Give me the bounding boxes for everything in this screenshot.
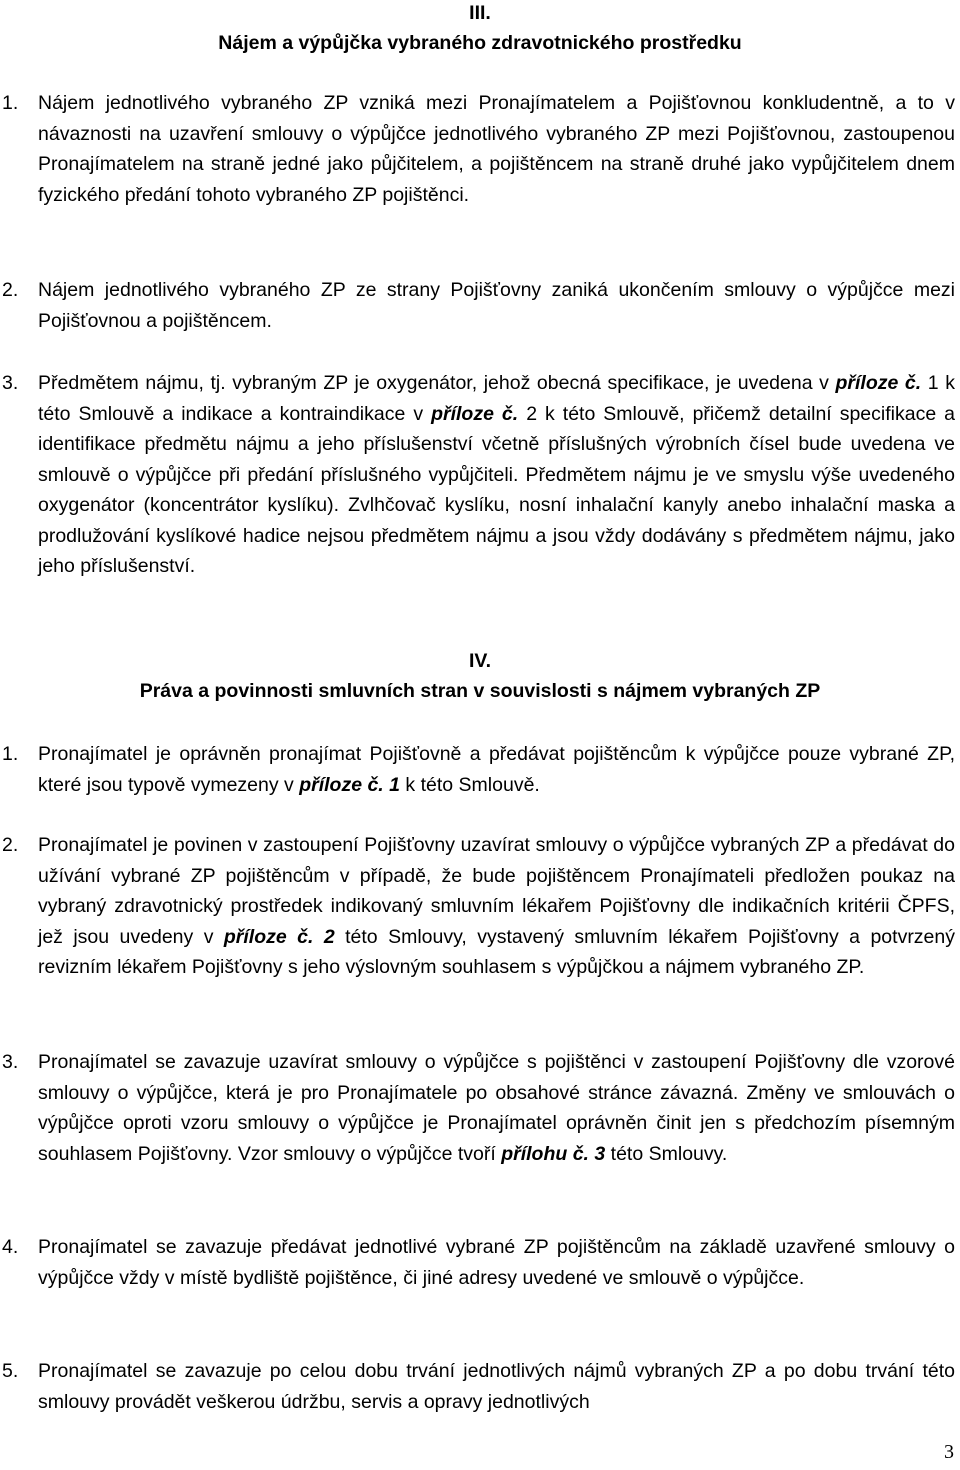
section-4-number: IV. xyxy=(468,650,492,672)
annex-number: 3 xyxy=(594,1142,606,1165)
item-number: 2. xyxy=(2,279,19,301)
section-3-number: III. xyxy=(469,2,491,24)
item-text-c: k této Smlouvě, přičemž detailní specifikace a identifikace předmětu nájmu a jeho příslušenství včetně příslušných výrobních čísel bude uvedena ve smlouvě o výpůjčce při předání příslušného vypůjčiteli. Předmětem nájmu je ve smyslu výše uvedeného oxygenátor (koncentrátor kyslíku). Zvlhčovač kyslíku, nosní inhalační kanyly anebo inhalační maska a prodlužování kyslíkové hadice nejsou předmětem nájmu a jsou vždy dodávány s předmětem nájmu, jako jeho příslušenství. xyxy=(38,402,956,577)
item-text-b: k této Smlouvě a indikace a kontraindikace v xyxy=(38,372,955,425)
section-3-item-2 xyxy=(2,275,955,336)
item-text: Pronajímatel se zavazuje předávat jednotlivé vybrané ZP pojištěncům na základě uzavřené smlouvy o výpůjčce vždy v místě bydliště pojištěnce, či jiné adresy uvedené ve smlouvě o výpůjčce. xyxy=(38,1236,955,1289)
item-text-a: Předmětem nájmu, tj. vybraným ZP je oxygenátor, jehož obecná specifikace, je uvedena v xyxy=(38,372,836,394)
item-text-a: Pronajímatel je povinen v zastoupení Pojišťovny uzavírat smlouvy o výpůjčce vybraných ZP a předávat do užívání vybrané ZP pojištěncům v případě, že bude pojištěncem Pronajímateli předložen poukaz na vybraný zdravotnický prostředek indikovaný smluvním lékařem Pojišťovny dle indikačních kritérii ČPFS, jež jsou uvedeny v xyxy=(38,834,955,948)
annex-reference: příloze č. xyxy=(223,925,314,948)
annex-number: 2 xyxy=(526,402,538,425)
item-text-a: Pronajímatel se zavazuje uzavírat smlouvy o výpůjčce s pojištěnci v zastoupení Pojišťovny dle vzorové smlouvy o výpůjčce, která je pro Pronajímatele po obsahové stránce závazná. Změny ve smlouvách o výpůjčce oproti vzoru smlouvy o výpůjčce je Pronajímatel oprávněn činit jen s předchozím písemným souhlasem Pojišťovny. Vzor smlouvy o výpůjčce tvoří xyxy=(38,1051,955,1165)
annex-number: 1 xyxy=(927,372,939,394)
item-number: 3. xyxy=(2,372,19,394)
annex-reference: příloze č. xyxy=(835,372,922,394)
section-4-item-3 xyxy=(2,1047,955,1169)
section-4-item-5 xyxy=(2,1356,955,1417)
annex-reference: přílohu č. xyxy=(501,1142,589,1165)
annex-number: 1 xyxy=(389,773,401,796)
item-text-b: této Smlouvy, vystavený smluvním lékařem Pojišťovny a potvrzený revizním lékařem Pojišťovny s jeho výslovným souhlasem s výpůjčkou a nájmem vybraného ZP. xyxy=(38,925,955,978)
item-number: 3. xyxy=(2,1051,19,1073)
item-text: Pronajímatel se zavazuje po celou dobu trvání jednotlivých nájmů vybraných ZP a po dobu trvání této smlouvy provádět veškerou údržbu, servis a opravy jednotlivých xyxy=(38,1360,955,1413)
section-3-title: Nájem a výpůjčka vybraného zdravotnického prostředku xyxy=(218,32,742,54)
section-4-title: Práva a povinnosti smluvních stran v souvislosti s nájmem vybraných ZP xyxy=(139,680,821,702)
item-text: Nájem jednotlivého vybraného ZP ze strany Pojišťovny zaniká ukončením smlouvy o výpůjčce mezi Pojišťovnou a pojištěncem. xyxy=(38,279,955,332)
annex-reference: příloze č. xyxy=(299,773,384,796)
item-text-b: této Smlouvy. xyxy=(605,1142,728,1165)
item-number: 2. xyxy=(2,834,19,856)
section-3-item-1 xyxy=(2,88,955,210)
item-text-b: k této Smlouvě. xyxy=(400,773,540,796)
item-number: 1. xyxy=(2,743,19,765)
item-text: Nájem jednotlivého vybraného ZP vzniká mezi Pronajímatelem a Pojišťovnou konkludentně, a to v návaznosti na uzavření smlouvy o výpůjčce jednotlivého vybraného ZP mezi Pojišťovnou, zastoupenou Pronajímatelem na straně jedné jako půjčitelem, a pojištěncem na straně druhé jako vypůjčitelem dnem fyzického předání tohoto vybraného ZP pojištěnci. xyxy=(38,92,955,206)
annex-reference: příloze č. xyxy=(431,402,519,425)
section-4-item-2 xyxy=(2,830,955,983)
section-4-item-1 xyxy=(2,739,955,800)
section-3-item-3 xyxy=(2,368,956,582)
item-number: 5. xyxy=(2,1360,19,1382)
annex-number: 2 xyxy=(323,925,335,948)
section-4-item-4 xyxy=(2,1232,955,1293)
page-number: 3 xyxy=(944,1441,954,1463)
item-number: 1. xyxy=(2,92,19,114)
item-text-a: Pronajímatel je oprávněn pronajímat Pojišťovně a předávat pojištěncům k výpůjčce pouze vybrané ZP, které jsou typově vymezeny v xyxy=(38,743,955,796)
item-number: 4. xyxy=(2,1236,19,1258)
